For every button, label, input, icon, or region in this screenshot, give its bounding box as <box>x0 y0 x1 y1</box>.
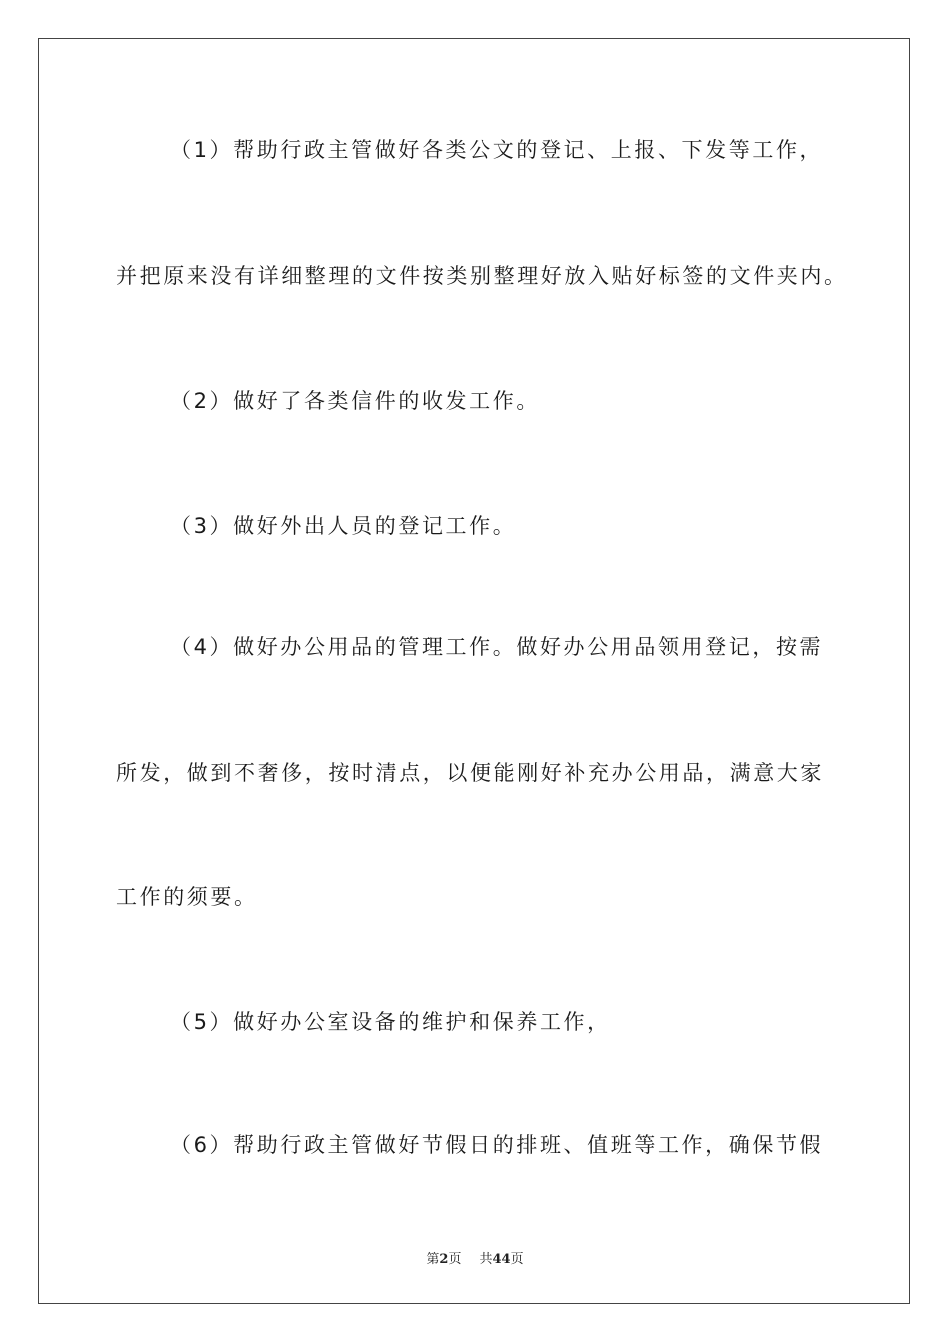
total-pages: 44 <box>492 1252 511 1267</box>
total-prefix: 共 <box>479 1252 493 1267</box>
paragraph-4-line-3: 工作的须要。 <box>116 885 258 909</box>
paragraph-3: （3）做好外出人员的登记工作。 <box>170 514 517 538</box>
paragraph-4-line-1: （4）做好办公用品的管理工作。做好办公用品领用登记，按需 <box>170 635 824 659</box>
page-number: 2 <box>439 1252 449 1267</box>
paragraph-1-line-2: 并把原来没有详细整理的文件按类别整理好放入贴好标签的文件夹内。 <box>116 264 848 288</box>
page-border <box>38 38 910 1304</box>
paragraph-1-line-1: （1）帮助行政主管做好各类公文的登记、上报、下发等工作， <box>170 138 824 162</box>
paragraph-5: （5）做好办公室设备的维护和保养工作， <box>170 1010 611 1034</box>
page-footer <box>0 1248 950 1267</box>
paragraph-2: （2）做好了各类信件的收发工作。 <box>170 389 540 413</box>
page-prefix: 第 <box>426 1252 440 1267</box>
total-suffix: 页 <box>510 1252 524 1267</box>
page-suffix: 页 <box>448 1252 462 1267</box>
paragraph-6-line-1: （6）帮助行政主管做好节假日的排班、值班等工作，确保节假 <box>170 1133 824 1157</box>
paragraph-4-line-2: 所发，做到不奢侈，按时清点，以便能刚好补充办公用品，满意大家 <box>116 761 824 785</box>
